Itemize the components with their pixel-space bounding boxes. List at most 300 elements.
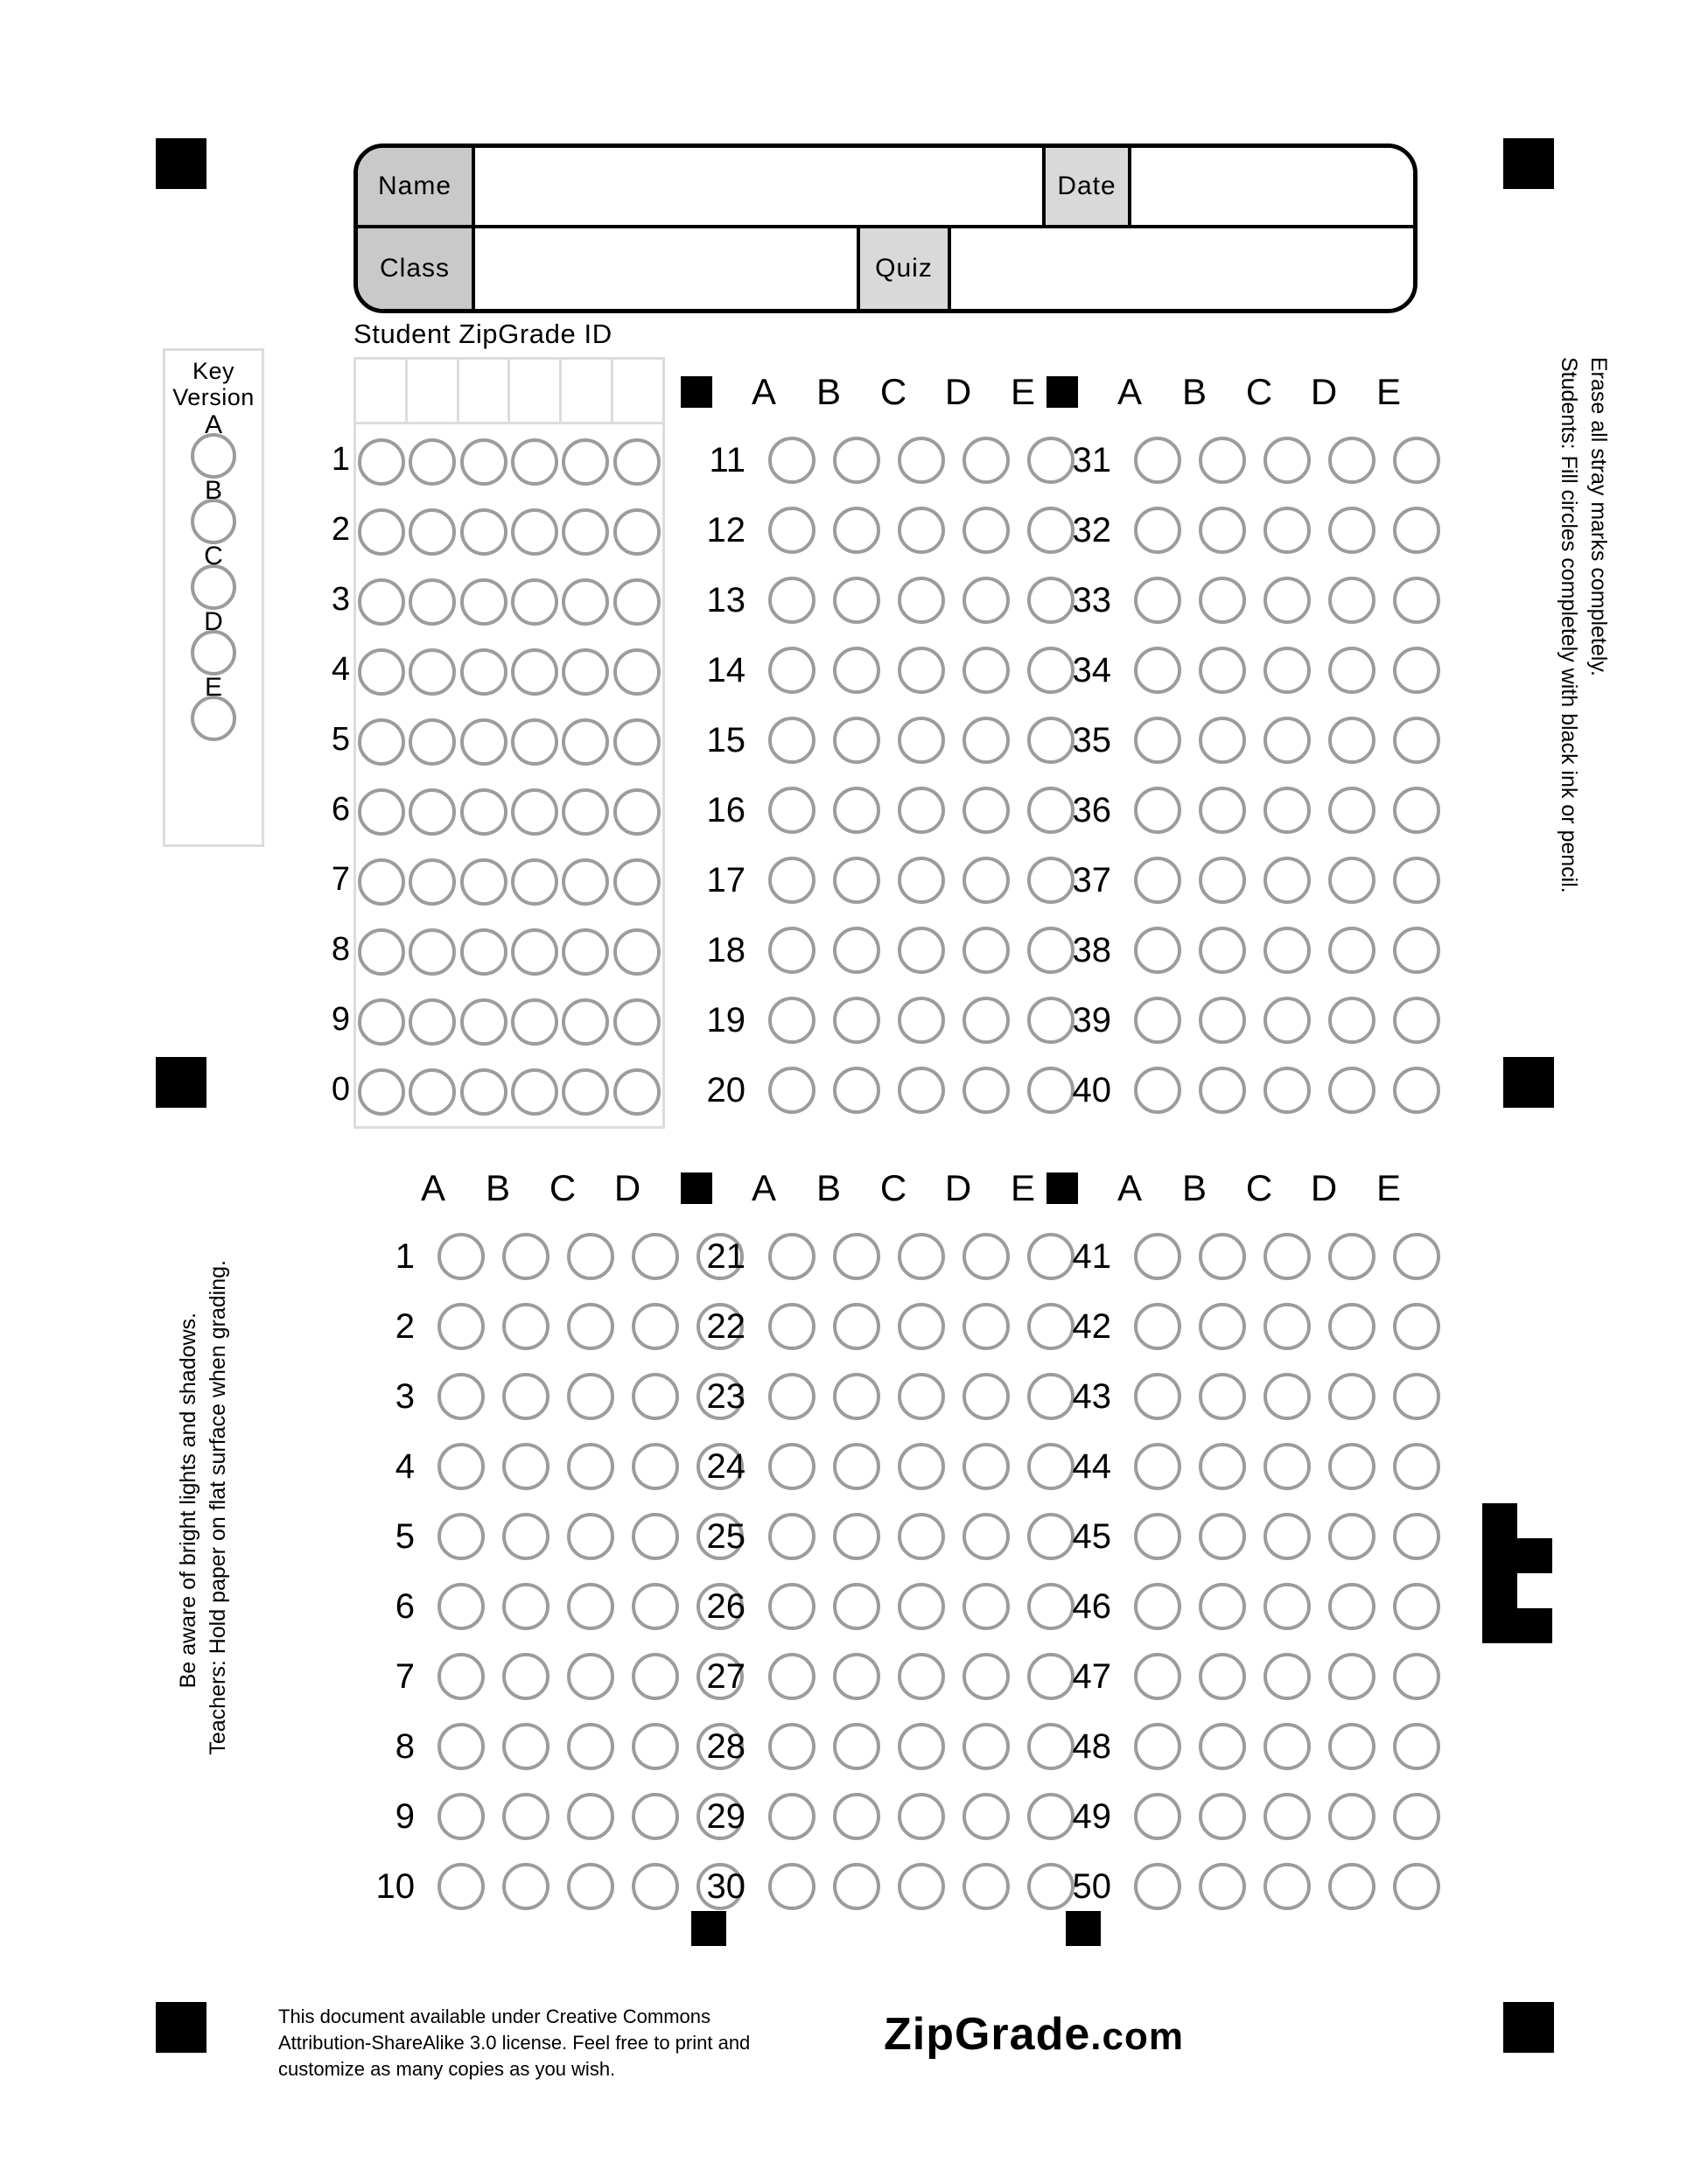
answer-bubble-q32-b[interactable] <box>1199 507 1246 554</box>
answer-bubble-q42-a[interactable] <box>1134 1303 1181 1350</box>
answer-bubble-q23-c[interactable] <box>898 1373 945 1420</box>
answer-bubble-q9-c[interactable] <box>567 1793 614 1840</box>
student-id-bubble[interactable] <box>358 1068 405 1116</box>
key-version-option-e[interactable] <box>165 673 262 738</box>
answer-bubble-q16-a[interactable] <box>768 787 816 834</box>
student-id-bubble[interactable] <box>613 928 661 976</box>
student-id-bubble[interactable] <box>460 648 508 696</box>
answer-bubble-q8-d[interactable] <box>632 1723 679 1770</box>
key-version-option-c[interactable] <box>165 542 262 607</box>
answer-bubble-q37-c[interactable] <box>1264 857 1311 904</box>
student-id-bubble[interactable] <box>460 998 508 1046</box>
answer-bubble-q48-c[interactable] <box>1264 1723 1311 1770</box>
answer-bubble-q40-a[interactable] <box>1134 1067 1181 1114</box>
answer-bubble-q39-a[interactable] <box>1134 997 1181 1044</box>
answer-bubble-q27-c[interactable] <box>898 1653 945 1700</box>
answer-bubble-q3-c[interactable] <box>567 1373 614 1420</box>
answer-bubble-q43-b[interactable] <box>1199 1373 1246 1420</box>
answer-bubble-q22-b[interactable] <box>833 1303 880 1350</box>
student-id-bubble[interactable] <box>409 718 456 766</box>
answer-bubble-q37-a[interactable] <box>1134 857 1181 904</box>
student-id-bubble[interactable] <box>562 998 609 1046</box>
answer-bubble-q10-b[interactable] <box>502 1863 550 1910</box>
student-id-write-cell[interactable] <box>459 360 511 422</box>
student-id-bubble[interactable] <box>511 508 558 556</box>
answer-bubble-q30-b[interactable] <box>833 1863 880 1910</box>
answer-bubble-q9-d[interactable] <box>632 1793 679 1840</box>
answer-bubble-q48-b[interactable] <box>1199 1723 1246 1770</box>
answer-bubble-q2-b[interactable] <box>502 1303 550 1350</box>
answer-bubble-q1-b[interactable] <box>502 1233 550 1280</box>
student-id-bubble[interactable] <box>562 718 609 766</box>
answer-bubble-q42-d[interactable] <box>1328 1303 1376 1350</box>
answer-bubble-q45-b[interactable] <box>1199 1513 1246 1560</box>
student-id-bubble[interactable] <box>511 438 558 486</box>
answer-bubble-q40-e[interactable] <box>1393 1067 1440 1114</box>
answer-bubble-q9-b[interactable] <box>502 1793 550 1840</box>
answer-bubble-q20-a[interactable] <box>768 1067 816 1114</box>
answer-bubble-q3-d[interactable] <box>632 1373 679 1420</box>
answer-bubble-q22-c[interactable] <box>898 1303 945 1350</box>
answer-bubble-q36-d[interactable] <box>1328 787 1376 834</box>
answer-bubble-q27-d[interactable] <box>962 1653 1010 1700</box>
answer-bubble-q3-a[interactable] <box>438 1373 485 1420</box>
answer-bubble-q29-b[interactable] <box>833 1793 880 1840</box>
answer-bubble-q18-d[interactable] <box>962 927 1010 974</box>
student-id-bubble[interactable] <box>562 858 609 906</box>
answer-bubble-q8-a[interactable] <box>438 1723 485 1770</box>
student-id-bubble[interactable] <box>358 648 405 696</box>
student-id-bubble[interactable] <box>613 718 661 766</box>
answer-bubble-q13-c[interactable] <box>898 577 945 624</box>
answer-bubble-q18-a[interactable] <box>768 927 816 974</box>
answer-bubble-q50-d[interactable] <box>1328 1863 1376 1910</box>
answer-bubble-q34-c[interactable] <box>1264 647 1311 694</box>
student-id-bubble[interactable] <box>562 648 609 696</box>
answer-bubble-q23-d[interactable] <box>962 1373 1010 1420</box>
answer-bubble-q25-c[interactable] <box>898 1513 945 1560</box>
answer-bubble-q47-b[interactable] <box>1199 1653 1246 1700</box>
answer-bubble-q19-a[interactable] <box>768 997 816 1044</box>
student-id-bubble[interactable] <box>613 858 661 906</box>
student-id-bubble[interactable] <box>562 578 609 626</box>
answer-bubble-q27-a[interactable] <box>768 1653 816 1700</box>
answer-bubble-q31-a[interactable] <box>1134 437 1181 484</box>
answer-bubble-q23-a[interactable] <box>768 1373 816 1420</box>
answer-bubble-q13-b[interactable] <box>833 577 880 624</box>
answer-bubble-q49-c[interactable] <box>1264 1793 1311 1840</box>
student-id-bubble[interactable] <box>358 788 405 836</box>
answer-bubble-q33-a[interactable] <box>1134 577 1181 624</box>
student-id-bubble[interactable] <box>460 788 508 836</box>
answer-bubble-q48-a[interactable] <box>1134 1723 1181 1770</box>
answer-bubble-q7-c[interactable] <box>567 1653 614 1700</box>
student-id-bubble[interactable] <box>613 578 661 626</box>
answer-bubble-q50-c[interactable] <box>1264 1863 1311 1910</box>
answer-bubble-q30-c[interactable] <box>898 1863 945 1910</box>
key-version-option-a[interactable] <box>165 410 262 476</box>
student-id-bubble[interactable] <box>409 998 456 1046</box>
answer-bubble-q34-a[interactable] <box>1134 647 1181 694</box>
answer-bubble-q33-e[interactable] <box>1393 577 1440 624</box>
answer-bubble-q33-b[interactable] <box>1199 577 1246 624</box>
answer-bubble-q15-b[interactable] <box>833 717 880 764</box>
student-id-bubble[interactable] <box>409 578 456 626</box>
answer-bubble-q37-b[interactable] <box>1199 857 1246 904</box>
answer-bubble-q31-b[interactable] <box>1199 437 1246 484</box>
answer-bubble-q17-d[interactable] <box>962 857 1010 904</box>
answer-bubble-q14-c[interactable] <box>898 647 945 694</box>
student-id-write-cell[interactable] <box>562 360 613 422</box>
answer-bubble-q36-a[interactable] <box>1134 787 1181 834</box>
answer-bubble-q43-e[interactable] <box>1393 1373 1440 1420</box>
answer-bubble-q50-b[interactable] <box>1199 1863 1246 1910</box>
answer-bubble-q26-a[interactable] <box>768 1583 816 1630</box>
answer-bubble-q4-d[interactable] <box>632 1443 679 1490</box>
student-id-bubble[interactable] <box>613 1068 661 1116</box>
answer-bubble-q6-d[interactable] <box>632 1583 679 1630</box>
answer-bubble-q34-b[interactable] <box>1199 647 1246 694</box>
answer-bubble-q5-d[interactable] <box>632 1513 679 1560</box>
answer-bubble-q9-a[interactable] <box>438 1793 485 1840</box>
answer-bubble-q12-c[interactable] <box>898 507 945 554</box>
answer-bubble-q35-a[interactable] <box>1134 717 1181 764</box>
answer-bubble-q13-a[interactable] <box>768 577 816 624</box>
answer-bubble-q26-c[interactable] <box>898 1583 945 1630</box>
answer-bubble-q44-a[interactable] <box>1134 1443 1181 1490</box>
answer-bubble-q29-c[interactable] <box>898 1793 945 1840</box>
answer-bubble-q33-c[interactable] <box>1264 577 1311 624</box>
answer-bubble-q24-b[interactable] <box>833 1443 880 1490</box>
answer-bubble-q21-a[interactable] <box>768 1233 816 1280</box>
answer-bubble-q41-e[interactable] <box>1393 1233 1440 1280</box>
answer-bubble-q49-d[interactable] <box>1328 1793 1376 1840</box>
answer-bubble-q7-b[interactable] <box>502 1653 550 1700</box>
student-id-bubble[interactable] <box>358 508 405 556</box>
answer-bubble-q20-c[interactable] <box>898 1067 945 1114</box>
answer-bubble-q42-c[interactable] <box>1264 1303 1311 1350</box>
answer-bubble-q50-a[interactable] <box>1134 1863 1181 1910</box>
student-id-bubble[interactable] <box>613 788 661 836</box>
answer-bubble-q17-a[interactable] <box>768 857 816 904</box>
answer-bubble-q21-c[interactable] <box>898 1233 945 1280</box>
answer-bubble-q8-b[interactable] <box>502 1723 550 1770</box>
answer-bubble-q2-c[interactable] <box>567 1303 614 1350</box>
student-id-bubble[interactable] <box>562 788 609 836</box>
answer-bubble-q10-c[interactable] <box>567 1863 614 1910</box>
answer-bubble-q7-d[interactable] <box>632 1653 679 1700</box>
answer-bubble-q24-a[interactable] <box>768 1443 816 1490</box>
answer-bubble-q16-b[interactable] <box>833 787 880 834</box>
answer-bubble-q45-c[interactable] <box>1264 1513 1311 1560</box>
answer-bubble-q14-b[interactable] <box>833 647 880 694</box>
answer-bubble-q14-a[interactable] <box>768 647 816 694</box>
answer-bubble-q46-d[interactable] <box>1328 1583 1376 1630</box>
answer-bubble-q25-d[interactable] <box>962 1513 1010 1560</box>
student-id-bubble[interactable] <box>409 508 456 556</box>
answer-bubble-q26-b[interactable] <box>833 1583 880 1630</box>
key-version-bubble[interactable] <box>191 696 236 741</box>
answer-bubble-q50-e[interactable] <box>1393 1863 1440 1910</box>
answer-bubble-q13-d[interactable] <box>962 577 1010 624</box>
student-id-write-cell[interactable] <box>408 360 459 422</box>
student-id-bubble[interactable] <box>409 648 456 696</box>
answer-bubble-q1-d[interactable] <box>632 1233 679 1280</box>
class-field[interactable] <box>475 228 860 309</box>
answer-bubble-q20-d[interactable] <box>962 1067 1010 1114</box>
answer-bubble-q35-d[interactable] <box>1328 717 1376 764</box>
answer-bubble-q11-d[interactable] <box>962 437 1010 484</box>
answer-bubble-q40-d[interactable] <box>1328 1067 1376 1114</box>
answer-bubble-q35-c[interactable] <box>1264 717 1311 764</box>
student-id-bubble[interactable] <box>460 508 508 556</box>
answer-bubble-q6-a[interactable] <box>438 1583 485 1630</box>
student-id-bubble[interactable] <box>460 578 508 626</box>
answer-bubble-q44-c[interactable] <box>1264 1443 1311 1490</box>
student-id-bubble[interactable] <box>613 438 661 486</box>
answer-bubble-q4-b[interactable] <box>502 1443 550 1490</box>
answer-bubble-q28-a[interactable] <box>768 1723 816 1770</box>
answer-bubble-q49-e[interactable] <box>1393 1793 1440 1840</box>
answer-bubble-q30-d[interactable] <box>962 1863 1010 1910</box>
student-id-bubble[interactable] <box>460 1068 508 1116</box>
answer-bubble-q15-c[interactable] <box>898 717 945 764</box>
answer-bubble-q45-e[interactable] <box>1393 1513 1440 1560</box>
answer-bubble-q5-a[interactable] <box>438 1513 485 1560</box>
answer-bubble-q40-b[interactable] <box>1199 1067 1246 1114</box>
answer-bubble-q17-b[interactable] <box>833 857 880 904</box>
student-id-bubble[interactable] <box>511 1068 558 1116</box>
answer-bubble-q48-e[interactable] <box>1393 1723 1440 1770</box>
student-id-bubble[interactable] <box>460 928 508 976</box>
answer-bubble-q32-e[interactable] <box>1393 507 1440 554</box>
answer-bubble-q40-c[interactable] <box>1264 1067 1311 1114</box>
answer-bubble-q36-b[interactable] <box>1199 787 1246 834</box>
answer-bubble-q24-d[interactable] <box>962 1443 1010 1490</box>
answer-bubble-q10-d[interactable] <box>632 1863 679 1910</box>
answer-bubble-q16-c[interactable] <box>898 787 945 834</box>
student-id-bubble[interactable] <box>562 1068 609 1116</box>
answer-bubble-q49-a[interactable] <box>1134 1793 1181 1840</box>
answer-bubble-q4-a[interactable] <box>438 1443 485 1490</box>
student-id-bubble[interactable] <box>511 578 558 626</box>
answer-bubble-q36-e[interactable] <box>1393 787 1440 834</box>
student-id-bubble[interactable] <box>460 438 508 486</box>
answer-bubble-q46-b[interactable] <box>1199 1583 1246 1630</box>
student-id-bubble[interactable] <box>409 928 456 976</box>
answer-bubble-q22-a[interactable] <box>768 1303 816 1350</box>
answer-bubble-q5-b[interactable] <box>502 1513 550 1560</box>
student-id-bubble[interactable] <box>562 508 609 556</box>
answer-bubble-q41-c[interactable] <box>1264 1233 1311 1280</box>
answer-bubble-q16-d[interactable] <box>962 787 1010 834</box>
student-id-bubble[interactable] <box>511 788 558 836</box>
answer-bubble-q31-c[interactable] <box>1264 437 1311 484</box>
answer-bubble-q6-b[interactable] <box>502 1583 550 1630</box>
student-id-bubble[interactable] <box>511 718 558 766</box>
answer-bubble-q19-c[interactable] <box>898 997 945 1044</box>
student-id-bubble[interactable] <box>562 928 609 976</box>
answer-bubble-q2-a[interactable] <box>438 1303 485 1350</box>
student-id-write-cell[interactable] <box>613 360 662 422</box>
student-id-bubble[interactable] <box>358 998 405 1046</box>
answer-bubble-q7-a[interactable] <box>438 1653 485 1700</box>
answer-bubble-q46-a[interactable] <box>1134 1583 1181 1630</box>
answer-bubble-q41-a[interactable] <box>1134 1233 1181 1280</box>
answer-bubble-q47-e[interactable] <box>1393 1653 1440 1700</box>
answer-bubble-q46-e[interactable] <box>1393 1583 1440 1630</box>
answer-bubble-q19-b[interactable] <box>833 997 880 1044</box>
answer-bubble-q28-d[interactable] <box>962 1723 1010 1770</box>
answer-bubble-q31-e[interactable] <box>1393 437 1440 484</box>
answer-bubble-q19-d[interactable] <box>962 997 1010 1044</box>
student-id-write-row[interactable] <box>356 360 662 424</box>
student-id-bubble[interactable] <box>358 858 405 906</box>
answer-bubble-q25-b[interactable] <box>833 1513 880 1560</box>
answer-bubble-q4-c[interactable] <box>567 1443 614 1490</box>
student-id-bubble[interactable] <box>358 578 405 626</box>
student-id-bubble[interactable] <box>409 1068 456 1116</box>
student-id-bubble[interactable] <box>409 438 456 486</box>
answer-bubble-q35-e[interactable] <box>1393 717 1440 764</box>
key-version-option-d[interactable] <box>165 607 262 673</box>
answer-bubble-q21-b[interactable] <box>833 1233 880 1280</box>
answer-bubble-q5-c[interactable] <box>567 1513 614 1560</box>
student-id-bubble[interactable] <box>511 648 558 696</box>
answer-bubble-q15-a[interactable] <box>768 717 816 764</box>
answer-bubble-q44-b[interactable] <box>1199 1443 1246 1490</box>
answer-bubble-q10-a[interactable] <box>438 1863 485 1910</box>
answer-bubble-q2-d[interactable] <box>632 1303 679 1350</box>
date-field[interactable] <box>1131 148 1413 225</box>
answer-bubble-q47-a[interactable] <box>1134 1653 1181 1700</box>
answer-bubble-q39-d[interactable] <box>1328 997 1376 1044</box>
answer-bubble-q29-a[interactable] <box>768 1793 816 1840</box>
student-id-bubble[interactable] <box>613 508 661 556</box>
answer-bubble-q48-d[interactable] <box>1328 1723 1376 1770</box>
answer-bubble-q26-d[interactable] <box>962 1583 1010 1630</box>
student-id-bubble[interactable] <box>358 928 405 976</box>
answer-bubble-q11-c[interactable] <box>898 437 945 484</box>
answer-bubble-q30-a[interactable] <box>768 1863 816 1910</box>
answer-bubble-q44-d[interactable] <box>1328 1443 1376 1490</box>
answer-bubble-q29-d[interactable] <box>962 1793 1010 1840</box>
answer-bubble-q18-b[interactable] <box>833 927 880 974</box>
answer-bubble-q35-b[interactable] <box>1199 717 1246 764</box>
answer-bubble-q39-b[interactable] <box>1199 997 1246 1044</box>
answer-bubble-q28-c[interactable] <box>898 1723 945 1770</box>
answer-bubble-q38-d[interactable] <box>1328 927 1376 974</box>
quiz-field[interactable] <box>951 228 1413 309</box>
student-id-bubble[interactable] <box>511 858 558 906</box>
answer-bubble-q15-d[interactable] <box>962 717 1010 764</box>
answer-bubble-q17-c[interactable] <box>898 857 945 904</box>
answer-bubble-q21-d[interactable] <box>962 1233 1010 1280</box>
answer-bubble-q45-a[interactable] <box>1134 1513 1181 1560</box>
student-id-write-cell[interactable] <box>510 360 562 422</box>
answer-bubble-q28-b[interactable] <box>833 1723 880 1770</box>
name-field[interactable] <box>475 148 1046 225</box>
answer-bubble-q31-d[interactable] <box>1328 437 1376 484</box>
answer-bubble-q46-c[interactable] <box>1264 1583 1311 1630</box>
student-id-write-cell[interactable] <box>356 360 408 422</box>
answer-bubble-q24-c[interactable] <box>898 1443 945 1490</box>
answer-bubble-q23-b[interactable] <box>833 1373 880 1420</box>
answer-bubble-q43-c[interactable] <box>1264 1373 1311 1420</box>
key-version-bubble[interactable] <box>191 630 236 676</box>
answer-bubble-q12-d[interactable] <box>962 507 1010 554</box>
answer-bubble-q44-e[interactable] <box>1393 1443 1440 1490</box>
student-id-bubble[interactable] <box>460 858 508 906</box>
answer-bubble-q47-d[interactable] <box>1328 1653 1376 1700</box>
answer-bubble-q14-d[interactable] <box>962 647 1010 694</box>
answer-bubble-q33-d[interactable] <box>1328 577 1376 624</box>
key-version-bubble[interactable] <box>191 499 236 544</box>
answer-bubble-q34-d[interactable] <box>1328 647 1376 694</box>
student-id-bubble[interactable] <box>613 648 661 696</box>
answer-bubble-q38-b[interactable] <box>1199 927 1246 974</box>
answer-bubble-q18-c[interactable] <box>898 927 945 974</box>
answer-bubble-q37-d[interactable] <box>1328 857 1376 904</box>
answer-bubble-q22-d[interactable] <box>962 1303 1010 1350</box>
student-id-bubble[interactable] <box>613 998 661 1046</box>
answer-bubble-q32-d[interactable] <box>1328 507 1376 554</box>
answer-bubble-q42-e[interactable] <box>1393 1303 1440 1350</box>
answer-bubble-q27-b[interactable] <box>833 1653 880 1700</box>
answer-bubble-q11-b[interactable] <box>833 437 880 484</box>
answer-bubble-q38-c[interactable] <box>1264 927 1311 974</box>
answer-bubble-q37-e[interactable] <box>1393 857 1440 904</box>
answer-bubble-q38-a[interactable] <box>1134 927 1181 974</box>
answer-bubble-q36-c[interactable] <box>1264 787 1311 834</box>
student-id-bubble[interactable] <box>409 788 456 836</box>
student-id-bubble[interactable] <box>460 718 508 766</box>
answer-bubble-q43-d[interactable] <box>1328 1373 1376 1420</box>
answer-bubble-q45-d[interactable] <box>1328 1513 1376 1560</box>
student-id-bubble[interactable] <box>511 928 558 976</box>
answer-bubble-q8-c[interactable] <box>567 1723 614 1770</box>
answer-bubble-q25-a[interactable] <box>768 1513 816 1560</box>
answer-bubble-q39-c[interactable] <box>1264 997 1311 1044</box>
answer-bubble-q47-c[interactable] <box>1264 1653 1311 1700</box>
student-id-bubble[interactable] <box>358 718 405 766</box>
answer-bubble-q41-d[interactable] <box>1328 1233 1376 1280</box>
key-version-bubble[interactable] <box>191 433 236 479</box>
answer-bubble-q3-b[interactable] <box>502 1373 550 1420</box>
answer-bubble-q38-e[interactable] <box>1393 927 1440 974</box>
answer-bubble-q39-e[interactable] <box>1393 997 1440 1044</box>
answer-bubble-q12-a[interactable] <box>768 507 816 554</box>
answer-bubble-q32-a[interactable] <box>1134 507 1181 554</box>
answer-bubble-q32-c[interactable] <box>1264 507 1311 554</box>
student-id-bubble[interactable] <box>409 858 456 906</box>
student-id-bubble[interactable] <box>562 438 609 486</box>
answer-bubble-q20-b[interactable] <box>833 1067 880 1114</box>
key-version-bubble[interactable] <box>191 564 236 610</box>
key-version-option-b[interactable] <box>165 476 262 542</box>
answer-bubble-q6-c[interactable] <box>567 1583 614 1630</box>
answer-bubble-q1-c[interactable] <box>567 1233 614 1280</box>
answer-bubble-q1-a[interactable] <box>438 1233 485 1280</box>
answer-bubble-q11-a[interactable] <box>768 437 816 484</box>
answer-bubble-q12-b[interactable] <box>833 507 880 554</box>
answer-bubble-q34-e[interactable] <box>1393 647 1440 694</box>
student-id-bubble[interactable] <box>358 438 405 486</box>
answer-bubble-q42-b[interactable] <box>1199 1303 1246 1350</box>
answer-bubble-q43-a[interactable] <box>1134 1373 1181 1420</box>
student-id-bubble[interactable] <box>511 998 558 1046</box>
answer-bubble-q49-b[interactable] <box>1199 1793 1246 1840</box>
